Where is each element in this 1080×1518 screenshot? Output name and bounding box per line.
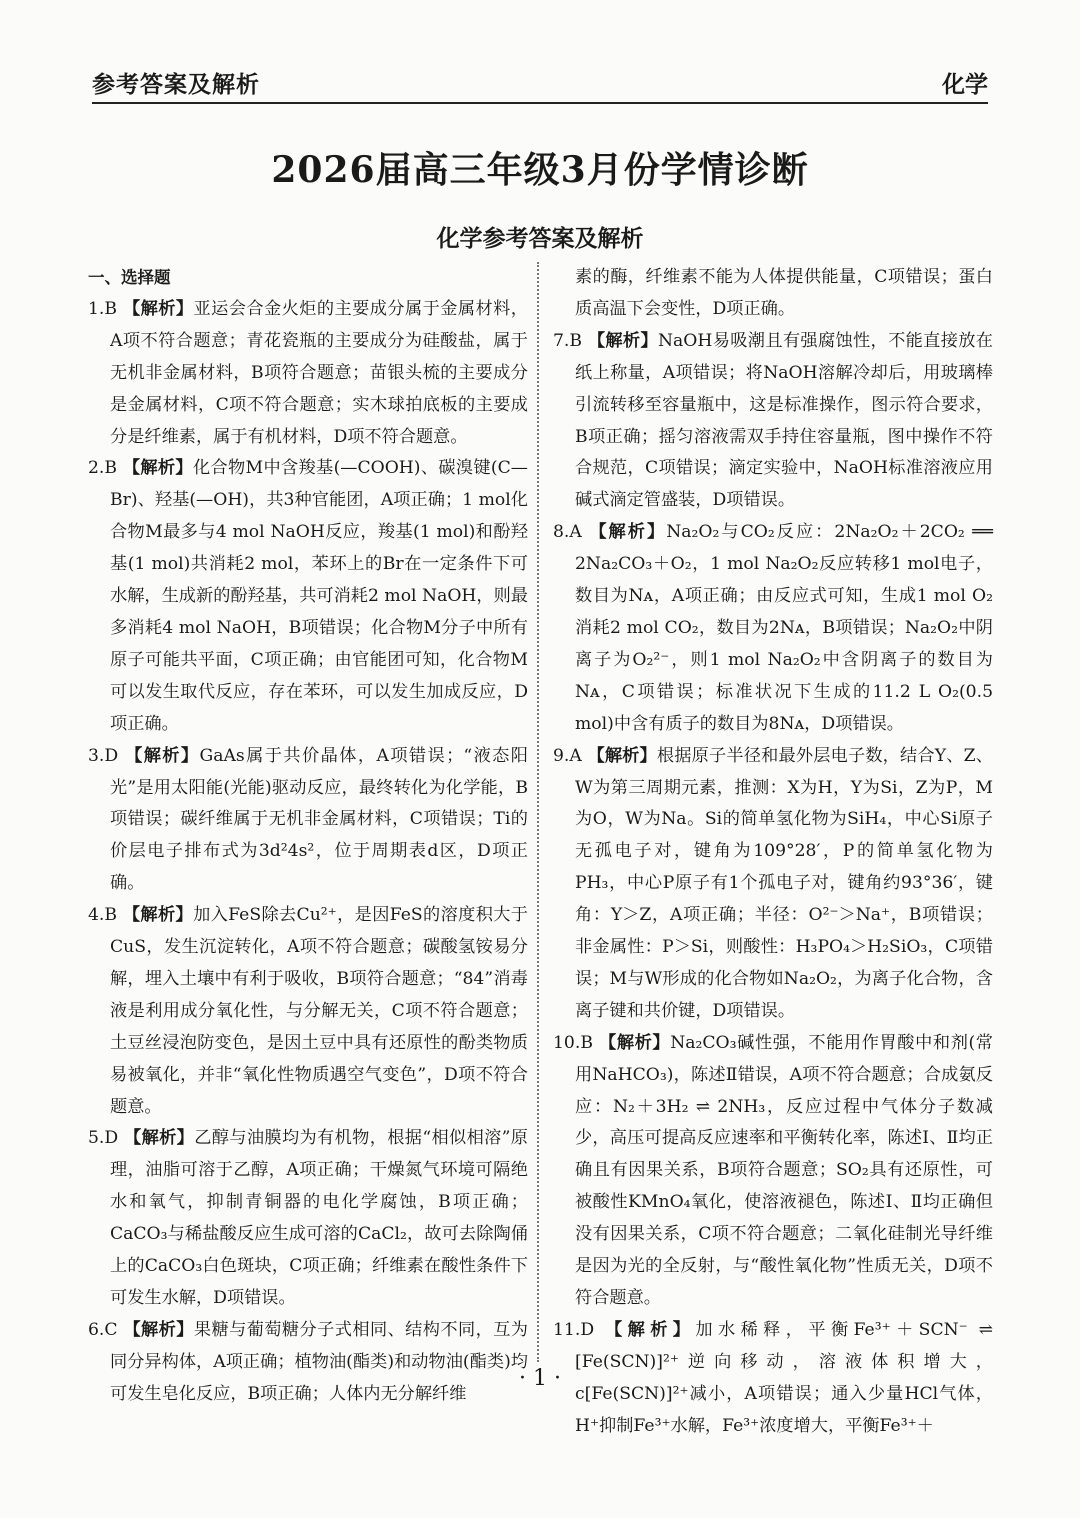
answer-number: 11.D bbox=[553, 1319, 605, 1340]
analysis-text: GaAs属于共价晶体，A项错误；“液态阳光”是用太阳能(光能)驱动反应，最终转化为化学能，B项错误；碳纤维属于无机非金属材料，C项错误；Ti的价层电子排布式为3d²4s²，位于周期表d区，D项正确。 bbox=[110, 745, 528, 894]
answer-number: 5.D bbox=[88, 1128, 125, 1149]
answer-number: 10.B bbox=[553, 1032, 600, 1053]
section-heading: 一、选择题 bbox=[88, 268, 171, 287]
answer-item bbox=[88, 1123, 528, 1314]
answer-item bbox=[88, 1315, 528, 1411]
analysis-text: 加入FeS除去Cu²⁺，是因FeS的溶度积大于CuS，发生沉淀转化，A项不符合题意；碳酸氢铵易分解，埋入土壤中有利于吸收，B项符合题意；“84”消毒液是利用成分氧化性，与分解无关，C项不符合题意；土豆丝浸泡防变色，是因土豆中具有还原性的酚类物质易被氧化，并非“氧化性物质遇空气变色”，D项不符合题意。 bbox=[110, 905, 528, 1117]
answer-number: 9.A bbox=[553, 745, 588, 766]
analysis-text: NaOH易吸潮且有强腐蚀性，不能直接放在纸上称量，A项错误；将NaOH溶解冷却后，用玻璃棒引流转移至容量瓶中，这是标准操作，图示符合要求，B项正确；摇匀溶液需双手持住容量瓶，图中操作不符合规范，C项错误；滴定实验中，NaOH标准溶液应用碱式滴定管盛装，D项错误。 bbox=[575, 330, 993, 511]
header-subject: 化学 bbox=[942, 72, 988, 98]
analysis-text: 亚运会合金火炬的主要成分属于金属材料，A项不符合题意；青花瓷瓶的主要成分为硅酸盐，属于无机非金属材料，B项符合题意；苗银头梳的主要成分是金属材料，C项不符合题意；实木球拍底板的主要成分是纤维素，属于有机材料，D项不符合题意。 bbox=[110, 298, 528, 447]
analysis-tag: 【解析】 bbox=[587, 745, 657, 766]
answer-item bbox=[88, 453, 528, 740]
analysis-tag: 【解析】 bbox=[122, 905, 194, 926]
analysis-tag: 【解析】 bbox=[589, 522, 667, 543]
analysis-text: 乙醇与油膜均为有机物，根据“相似相溶”原理，油脂可溶于乙醇，A项正确；干燥氮气环境可隔绝水和氧气，抑制青铜器的电化学腐蚀，B项正确；CaCO₃与稀盐酸反应生成可溶的CaCl₂，故可去除陶俑上的CaCO₃白色斑块，C项正确；纤维素在酸性条件下可发生水解，D项错误。 bbox=[110, 1128, 528, 1308]
answer-item bbox=[88, 741, 528, 901]
right-column bbox=[553, 262, 993, 1443]
column-divider bbox=[537, 262, 539, 1362]
answer-item bbox=[553, 741, 993, 1028]
answer-item bbox=[88, 294, 528, 454]
answer-item bbox=[553, 517, 993, 740]
analysis-tag: 【解析】 bbox=[122, 458, 193, 479]
answer-number: 7.B bbox=[553, 330, 588, 351]
analysis-text: 加水稀释，平衡Fe³⁺＋SCN⁻ ⇌ [Fe(SCN)]²⁺逆向移动，溶液体积增大，c[Fe(SCN)]²⁺减小，A项错误；通入少量HCl气体，H⁺抑制Fe³⁺水解，Fe³⁺浓度增大，平衡Fe³⁺＋ bbox=[575, 1319, 993, 1436]
answer-number: 4.B bbox=[88, 905, 123, 926]
page-title: 2026届高三年级3月份学情诊断 bbox=[271, 149, 809, 191]
page-number: · 1 · bbox=[519, 1366, 561, 1391]
answer-item bbox=[553, 1028, 993, 1315]
analysis-tag: 【解析】 bbox=[124, 1128, 195, 1149]
answer-number: 1.B bbox=[88, 298, 123, 319]
analysis-tag: 【解析】 bbox=[125, 745, 200, 766]
analysis-text: Na₂CO₃碱性强，不能用作胃酸中和剂(常用NaHCO₃)，陈述Ⅱ错误，A项不符合题意；合成氨反应：N₂＋3H₂ ⇌ 2NH₃，反应过程中气体分子数减少，高压可提高反应速率和平衡转化率，陈述Ⅰ、Ⅱ均正确且有因果关系，B项符合题意；SO₂具有还原性，可被酸性KMnO₄氧化，使溶液褪色，陈述Ⅰ、Ⅱ均正确但没有因果关系，C项不符合题意；二氧化硅制光导纤维是因为光的全反射，与“酸性氧化物”性质无关，D项不符合题意。 bbox=[575, 1032, 993, 1308]
analysis-text: 化合物M中含羧基(—COOH)、碳溴键(C—Br)、羟基(—OH)，共3种官能团，A项正确；1 mol化合物M最多与4 mol NaOH反应，羧基(1 mol)和酚羟基(1 mol)共消耗2 mol，苯环上的Br在一定条件下可水解，生成新的酚羟基，共可消耗2 mol NaOH，则最多消耗4 mol NaOH，B项错误；化合物M分子中所有原子可能共平面，C项正确；由官能团可知，化合物M可以发生取代反应，存在苯环，可以发生加成反应，D项正确。 bbox=[110, 458, 528, 734]
analysis-text: 根据原子半径和最外层电子数，结合Y、Z、W为第三周期元素，推测：X为H，Y为Si，Z为P，M为O，W为Na。Si的简单氢化物为SiH₄，中心Si原子无孤电子对，键角为109°28′，P的简单氢化物为PH₃，中心P原子有1个孤电子对，键角约93°36′，键角：Y＞Z，A项正确；半径：O²⁻＞Na⁺，B项错误；非金属性：P＞Si，则酸性：H₃PO₄＞H₂SiO₃，C项错误；M与W形成的化合物如Na₂O₂，为离子化合物，含离子键和共价键，D项错误。 bbox=[575, 745, 993, 1021]
answer-number: 2.B bbox=[88, 458, 123, 479]
answer-item bbox=[88, 900, 528, 1123]
answer-item bbox=[553, 326, 993, 517]
analysis-tag: 【解析】 bbox=[599, 1032, 671, 1053]
left-column bbox=[88, 262, 528, 1411]
page-subtitle: 化学参考答案及解析 bbox=[436, 226, 644, 252]
right-answer-list bbox=[553, 326, 993, 1443]
answer-number: 3.D bbox=[88, 745, 126, 766]
analysis-tag: 【解析】 bbox=[123, 1319, 194, 1340]
analysis-text: Na₂O₂与CO₂反应：2Na₂O₂＋2CO₂ ══ 2Na₂CO₃＋O₂，1 mol Na₂O₂反应转移1 mol电子，数目为Nᴀ，A项正确；由反应式可知，生成1 mol O₂消耗2 mol CO₂，数目为2Nᴀ，B项错误；Na₂O₂中阴离子为O₂²⁻，则1 mol Na₂O₂中含阴离子的数目为Nᴀ，C项错误；标准状况下生成的11.2 L O₂(0.5 mol)中含有质子的数目为8Nᴀ，D项错误。 bbox=[575, 522, 993, 734]
continued-text: 素的酶，纤维素不能为人体提供能量，C项错误；蛋白质高温下会变性，D项正确。 bbox=[575, 267, 993, 319]
answer-number: 8.A bbox=[553, 522, 590, 543]
header-left-label: 参考答案及解析 bbox=[92, 72, 260, 98]
answer-number: 6.C bbox=[88, 1319, 124, 1340]
analysis-text: 果糖与葡萄糖分子式相同、结构不同，互为同分异构体，A项正确；植物油(酯类)和动物油(酯类)均可发生皂化反应，B项正确；人体内无分解纤维 bbox=[110, 1319, 528, 1404]
analysis-tag: 【解析】 bbox=[587, 330, 658, 351]
left-answer-list bbox=[88, 294, 528, 1411]
analysis-tag: 【解析】 bbox=[122, 298, 194, 319]
page-header bbox=[92, 66, 988, 104]
analysis-tag: 【解析】 bbox=[605, 1319, 696, 1340]
